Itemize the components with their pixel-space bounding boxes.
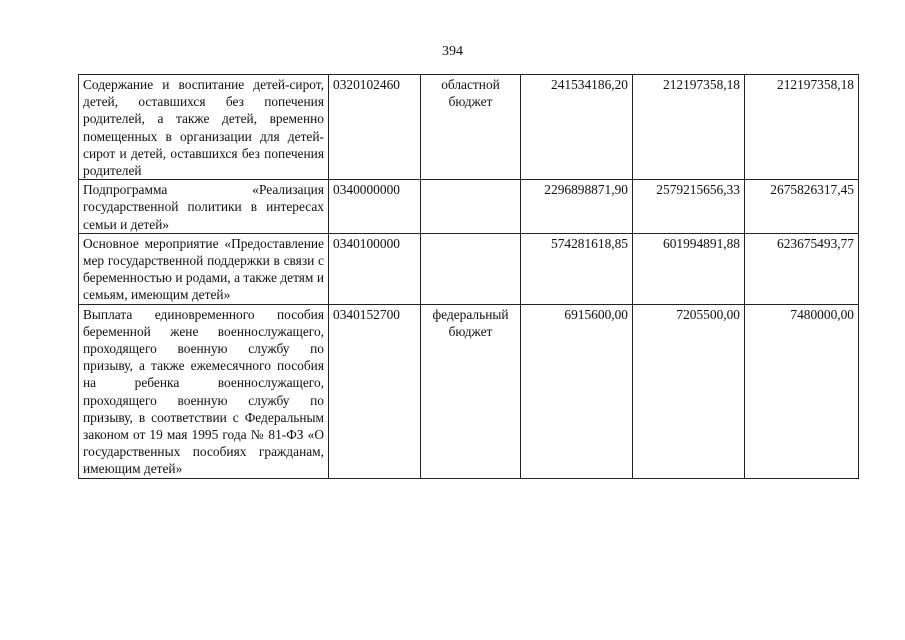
amount-year1-cell: 2296898871,90 [521,180,633,234]
amount-year2-cell: 601994891,88 [633,233,745,304]
table-row [79,233,859,304]
table-row [79,75,859,180]
page-number: 394 [442,44,463,59]
budget-table [78,74,859,479]
amount-year3-cell: 7480000,00 [745,304,859,478]
amount-year2-cell: 7205500,00 [633,304,745,478]
amount-year1-cell: 241534186,20 [521,75,633,180]
program-name-cell: Основное мероприятие «Предоставление мер государственной поддержки в связи с беременностью и родами, а также детям и семьям, имеющим детей» [79,233,329,304]
table-row [79,180,859,234]
funding-source-cell [421,233,521,304]
program-name-cell: Содержание и воспитание детей-сирот, детей, оставшихся без попечения родителей, а также детей, временно помещенных в организации для детей-сирот и детей, оставшихся без попечения родителей [79,75,329,180]
funding-source-cell: федеральный бюджет [421,304,521,478]
budget-code-cell: 0340100000 [329,233,421,304]
amount-year1-cell: 574281618,85 [521,233,633,304]
budget-code-cell: 0340000000 [329,180,421,234]
funding-source-cell: областной бюджет [421,75,521,180]
table-row [79,304,859,478]
amount-year3-cell: 212197358,18 [745,75,859,180]
amount-year3-cell: 623675493,77 [745,233,859,304]
amount-year1-cell: 6915600,00 [521,304,633,478]
amount-year2-cell: 2579215656,33 [633,180,745,234]
amount-year3-cell: 2675826317,45 [745,180,859,234]
funding-source-cell [421,180,521,234]
amount-year2-cell: 212197358,18 [633,75,745,180]
program-name-cell: Выплата единовременного пособия беременной жене военнослужащего, проходящего военную службу по призыву, а также ежемесячного пособия на ребенка военнослужащего, проходящего военную службу по призыву, в соответствии с Федеральным законом от 19 мая 1995 года № 81-ФЗ «О государственных пособиях гражданам, имеющим детей» [79,304,329,478]
budget-code-cell: 0320102460 [329,75,421,180]
program-name-cell: Подпрограмма «Реализация государственной политики в интересах семьи и детей» [79,180,329,234]
budget-code-cell: 0340152700 [329,304,421,478]
